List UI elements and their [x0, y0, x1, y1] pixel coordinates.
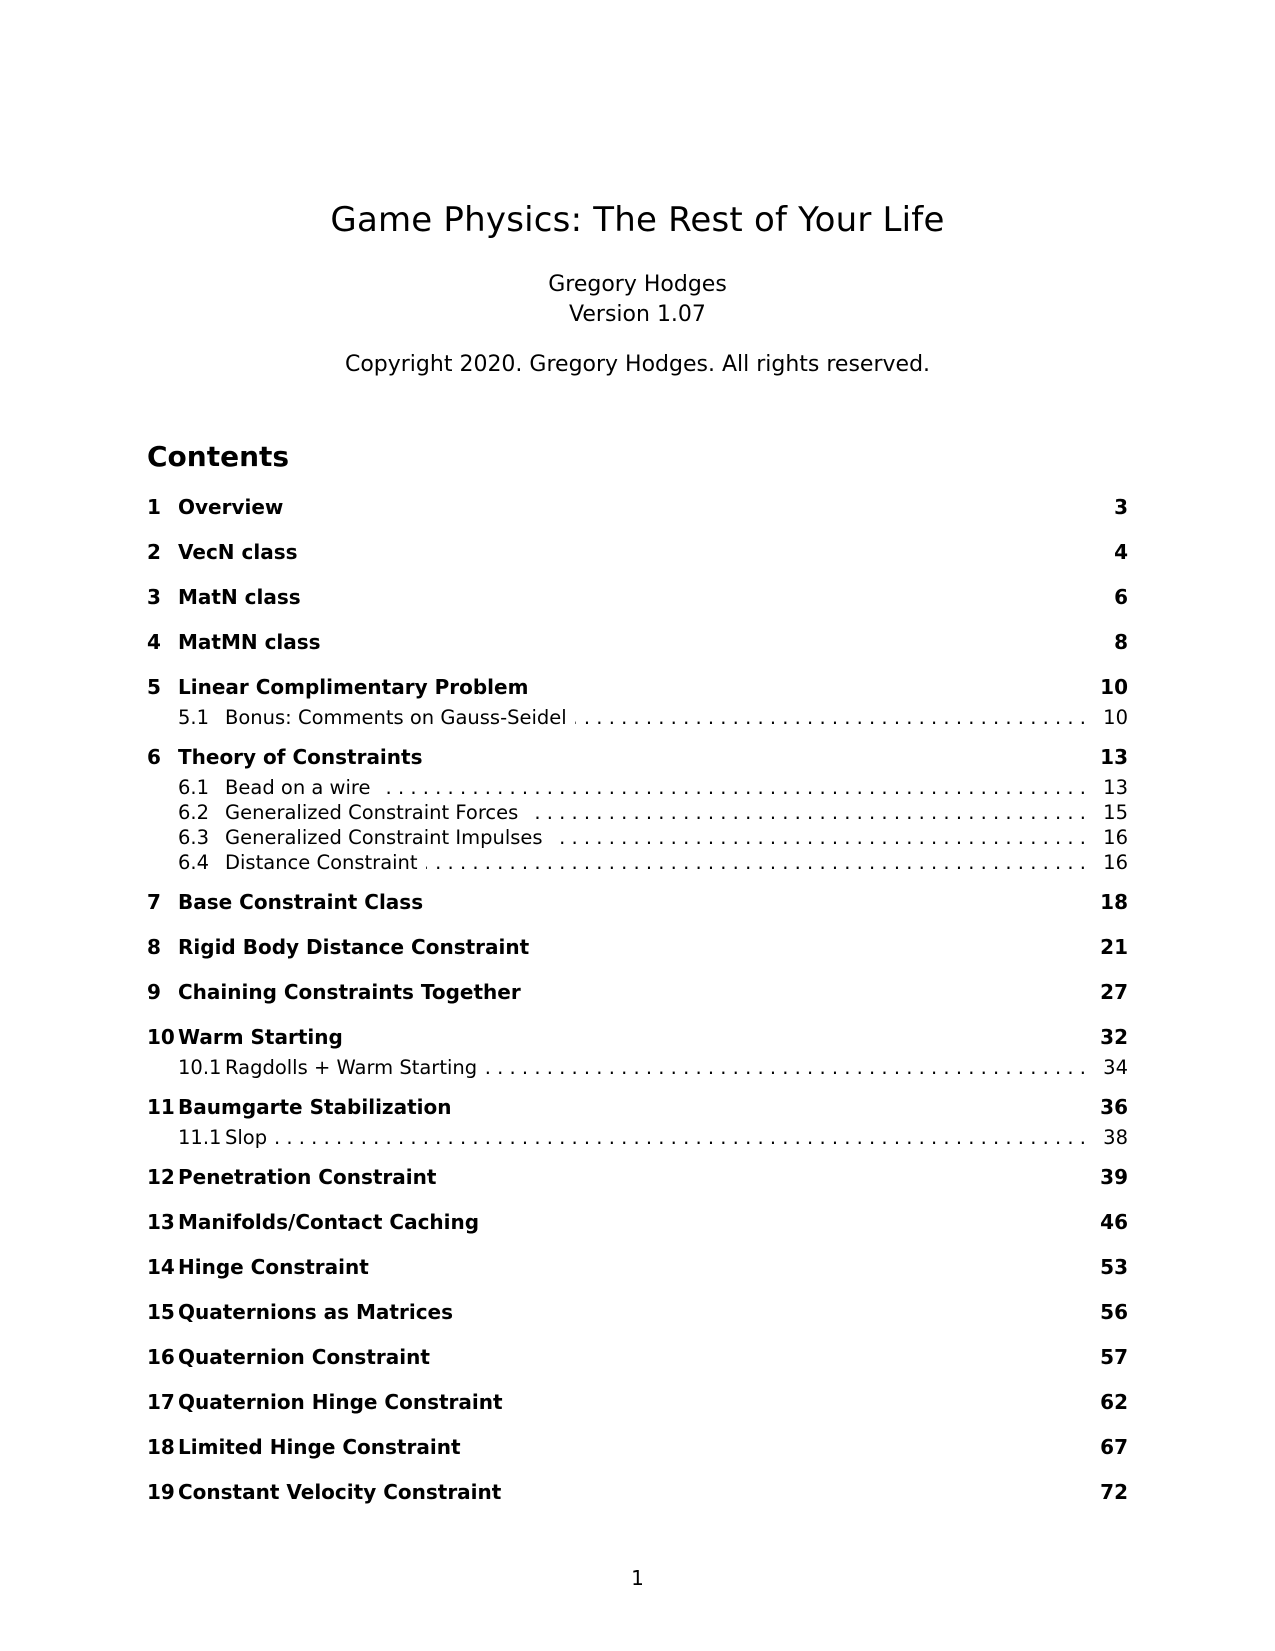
toc-section-entry[interactable]: [147, 980, 1128, 1011]
toc-subsection-entry[interactable]: [147, 706, 1128, 731]
toc-section-entry[interactable]: [147, 1210, 1128, 1241]
toc-section: [147, 585, 1128, 616]
toc-section-page: 3: [1114, 495, 1128, 519]
toc-subsection-page: 38: [1103, 1126, 1128, 1149]
toc-section-page: 39: [1100, 1165, 1128, 1189]
toc-section-page: 72: [1100, 1480, 1128, 1504]
toc-section-page: 67: [1100, 1435, 1128, 1459]
toc-section-title: Limited Hinge Constraint: [178, 1435, 461, 1459]
toc-section-title: Hinge Constraint: [178, 1255, 369, 1279]
toc-section-entry[interactable]: [147, 1435, 1128, 1466]
toc-subsection-entry[interactable]: [147, 1056, 1128, 1081]
toc-section-entry[interactable]: [147, 1300, 1128, 1331]
toc-section-title: Base Constraint Class: [178, 890, 424, 914]
toc-section-number: 15: [147, 1300, 175, 1324]
toc-dot-leader: [426, 851, 1086, 874]
toc-section-title: Quaternion Constraint: [178, 1345, 430, 1369]
toc-section-title: Penetration Constraint: [178, 1165, 437, 1189]
toc-section-title: Quaternion Hinge Constraint: [178, 1390, 503, 1414]
toc-section-number: 2: [147, 540, 161, 564]
toc-section-title: Constant Velocity Constraint: [178, 1480, 502, 1504]
toc-section: [147, 1025, 1128, 1081]
toc-subsection-entry[interactable]: [147, 801, 1128, 826]
contents-heading: Contents: [147, 440, 290, 473]
toc-section-number: 19: [147, 1480, 175, 1504]
toc-section-page: 4: [1114, 540, 1128, 564]
toc-section: [147, 1435, 1128, 1466]
toc-section: [147, 980, 1128, 1011]
toc-section: [147, 675, 1128, 731]
toc-section-number: 3: [147, 585, 161, 609]
toc-section: [147, 1165, 1128, 1196]
author-name: Gregory Hodges: [548, 272, 727, 297]
toc-subsection-page: 34: [1103, 1056, 1128, 1079]
toc-subsection-page: 10: [1103, 706, 1128, 729]
toc-section-title: Baumgarte Stabilization: [178, 1095, 452, 1119]
toc-section-title: Theory of Constraints: [178, 745, 423, 769]
toc-section: [147, 540, 1128, 571]
version-label: Version 1.07: [569, 302, 706, 327]
toc-section-page: 8: [1114, 630, 1128, 654]
toc-section: [147, 1345, 1128, 1376]
toc-section-title: Overview: [178, 495, 284, 519]
page-number: 1: [631, 1566, 644, 1590]
toc-dot-leader: [275, 1126, 1086, 1149]
toc-section: [147, 745, 1128, 876]
toc-section-title: Rigid Body Distance Constraint: [178, 935, 530, 959]
toc-section: [147, 1480, 1128, 1511]
toc-section-entry[interactable]: [147, 1095, 1128, 1126]
toc-section-entry[interactable]: [147, 935, 1128, 966]
toc-section-page: 18: [1100, 890, 1128, 914]
toc-section-number: 11: [147, 1095, 175, 1119]
toc-subsection-title: Bonus: Comments on Gauss-Seidel: [225, 706, 567, 729]
toc-subsection-title: Generalized Constraint Forces: [225, 801, 519, 824]
toc-subsection-number: 6.1: [178, 776, 210, 799]
toc-subsection-entry[interactable]: [147, 851, 1128, 876]
toc-section-page: 36: [1100, 1095, 1128, 1119]
toc-section-entry[interactable]: [147, 630, 1128, 661]
toc-section-entry[interactable]: [147, 585, 1128, 616]
toc-section-entry[interactable]: [147, 1480, 1128, 1511]
toc-section-number: 17: [147, 1390, 175, 1414]
toc-section-entry[interactable]: [147, 745, 1128, 776]
toc-section-number: 13: [147, 1210, 175, 1234]
toc-section: [147, 630, 1128, 661]
toc-section-page: 13: [1100, 745, 1128, 769]
toc-section: [147, 1390, 1128, 1421]
toc-section-number: 8: [147, 935, 161, 959]
toc-section-page: 6: [1114, 585, 1128, 609]
toc-dot-leader: [551, 826, 1086, 849]
toc-section-number: 14: [147, 1255, 175, 1279]
toc-section-page: 46: [1100, 1210, 1128, 1234]
toc-section-page: 10: [1100, 675, 1128, 699]
toc-section-title: Warm Starting: [178, 1025, 343, 1049]
toc-dot-leader: [379, 776, 1087, 799]
toc-subsection-number: 6.2: [178, 801, 210, 824]
toc-section-entry[interactable]: [147, 1165, 1128, 1196]
toc-section-number: 16: [147, 1345, 175, 1369]
document-title: Game Physics: The Rest of Your Life: [330, 200, 945, 240]
toc-section-number: 4: [147, 630, 161, 654]
toc-subsection-number: 6.4: [178, 851, 210, 874]
toc-section-entry[interactable]: [147, 495, 1128, 526]
toc-section-entry[interactable]: [147, 1390, 1128, 1421]
toc-section-entry[interactable]: [147, 1255, 1128, 1286]
toc-section-title: Manifolds/Contact Caching: [178, 1210, 480, 1234]
toc-section-page: 21: [1100, 935, 1128, 959]
toc-section: [147, 1210, 1128, 1241]
toc-section-entry[interactable]: [147, 1345, 1128, 1376]
toc-section-entry[interactable]: [147, 540, 1128, 571]
toc-section-title: Chaining Constraints Together: [178, 980, 521, 1004]
toc-subsection-title: Generalized Constraint Impulses: [225, 826, 543, 849]
toc-section: [147, 1300, 1128, 1331]
toc-section: [147, 1095, 1128, 1151]
toc-subsection-entry[interactable]: [147, 826, 1128, 851]
toc-section-entry[interactable]: [147, 890, 1128, 921]
table-of-contents: [147, 495, 1128, 1525]
toc-subsection-title: Ragdolls + Warm Starting: [225, 1056, 478, 1079]
toc-section-number: 5: [147, 675, 161, 699]
toc-subsection-number: 6.3: [178, 826, 210, 849]
toc-section: [147, 1255, 1128, 1286]
toc-section-number: 9: [147, 980, 161, 1004]
toc-section-number: 18: [147, 1435, 175, 1459]
toc-section-number: 1: [147, 495, 161, 519]
copyright-notice: Copyright 2020. Gregory Hodges. All rights reserved.: [344, 352, 931, 377]
toc-subsection-number: 5.1: [178, 706, 210, 729]
toc-section-title: MatMN class: [178, 630, 321, 654]
toc-subsection-number: 10.1: [178, 1056, 222, 1079]
toc-section-title: VecN class: [178, 540, 298, 564]
toc-section-page: 27: [1100, 980, 1128, 1004]
toc-section-entry[interactable]: [147, 1025, 1128, 1056]
toc-section-number: 6: [147, 745, 161, 769]
toc-dot-leader: [485, 1056, 1086, 1079]
toc-subsection-entry[interactable]: [147, 1126, 1128, 1151]
toc-subsection-entry[interactable]: [147, 776, 1128, 801]
toc-section: [147, 495, 1128, 526]
toc-subsection-page: 16: [1103, 826, 1128, 849]
toc-subsection-page: 13: [1103, 776, 1128, 799]
toc-subsection-page: 15: [1103, 801, 1128, 824]
toc-section-page: 57: [1100, 1345, 1128, 1369]
toc-section-page: 32: [1100, 1025, 1128, 1049]
toc-section-title: Quaternions as Matrices: [178, 1300, 454, 1324]
toc-section-page: 62: [1100, 1390, 1128, 1414]
toc-section: [147, 890, 1128, 921]
toc-subsection-title: Distance Constraint: [225, 851, 418, 874]
toc-section-number: 7: [147, 890, 161, 914]
toc-subsection-number: 11.1: [178, 1126, 222, 1149]
toc-section-number: 12: [147, 1165, 175, 1189]
toc-subsection-title: Bead on a wire: [225, 776, 371, 799]
toc-dot-leader: [526, 801, 1086, 824]
toc-section: [147, 935, 1128, 966]
toc-section-page: 53: [1100, 1255, 1128, 1279]
toc-section-page: 56: [1100, 1300, 1128, 1324]
toc-section-number: 10: [147, 1025, 175, 1049]
toc-subsection-title: Slop: [225, 1126, 268, 1149]
toc-section-title: Linear Complimentary Problem: [178, 675, 529, 699]
toc-subsection-page: 16: [1103, 851, 1128, 874]
toc-section-title: MatN class: [178, 585, 301, 609]
toc-section-entry[interactable]: [147, 675, 1128, 706]
toc-dot-leader: [575, 706, 1086, 729]
